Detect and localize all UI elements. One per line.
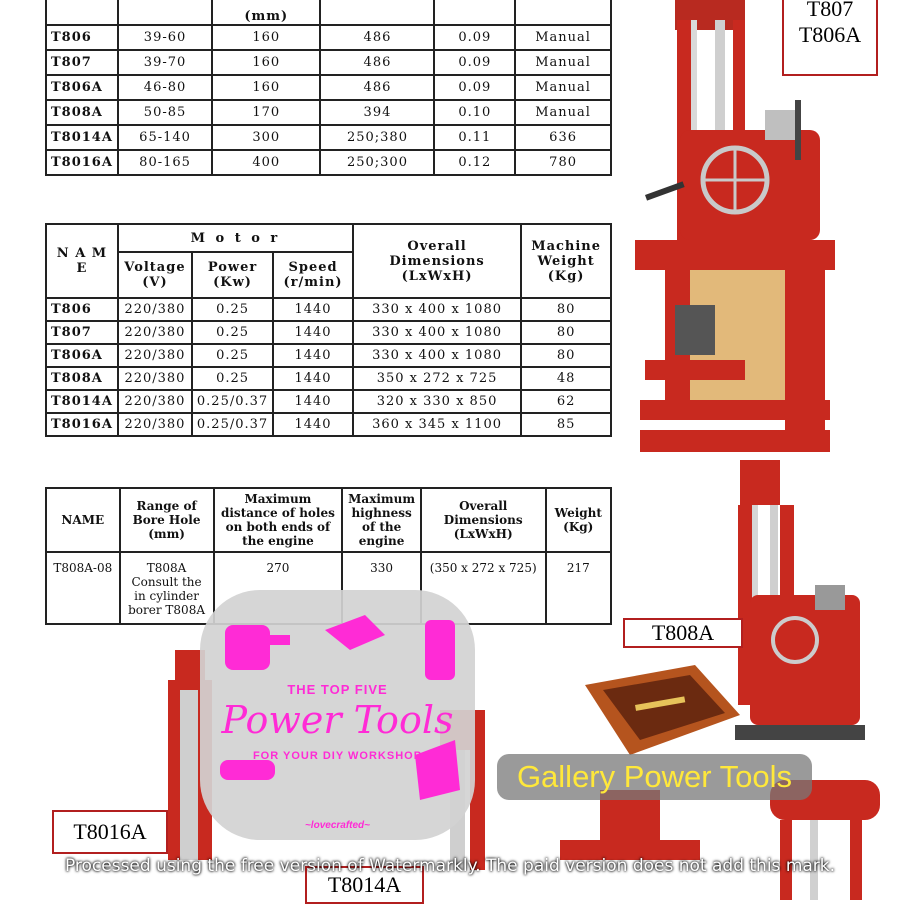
model-label-t808a: T808A [623, 618, 743, 648]
cell-feed: 0.12 [434, 150, 515, 175]
t3-head-range: Range of Bore Hole (mm) [120, 488, 214, 552]
cell-weight: Manual [515, 100, 611, 125]
cell-bore: 46-80 [118, 75, 212, 100]
cell-name: T806 [46, 298, 118, 321]
cell-distance: 270 [214, 552, 343, 624]
label-t806a: T806A [798, 22, 862, 47]
cell-depth: 300 [212, 125, 320, 150]
cell-speed: 1440 [273, 367, 353, 390]
cell-weight: 636 [515, 125, 611, 150]
cell-depth: 160 [212, 50, 320, 75]
cell-voltage: 220/380 [118, 298, 192, 321]
cell-feed: 0.09 [434, 75, 515, 100]
cell-bore: 39-60 [118, 25, 212, 50]
table-row [46, 50, 611, 75]
cell-name: T808A-08 [46, 552, 120, 624]
cell-dims: 330 x 400 x 1080 [353, 321, 521, 344]
logo-line3: FOR YOUR DIY WORKSHOP [252, 750, 423, 762]
model-label-t8014a: T8014A [305, 866, 424, 904]
cell-power: 0.25 [192, 367, 273, 390]
spec-table-2 [45, 223, 612, 437]
table-row [46, 321, 611, 344]
cell-speed: 1440 [273, 413, 353, 436]
cell-power: 0.25/0.37 [192, 413, 273, 436]
cell-speed: 250;300 [320, 150, 434, 175]
cell-name: T8014A [46, 125, 118, 150]
t2-speed-header: Speed (r/min) [273, 252, 353, 298]
cell-depth: 160 [212, 75, 320, 100]
cell-name: T806A [46, 75, 118, 100]
cell-name: T8016A [46, 413, 118, 436]
model-label-t8016a: T8016A [52, 810, 168, 854]
t2-weight-header: Machine Weight (Kg) [521, 224, 611, 298]
machine-t808a-illustration [735, 455, 900, 745]
cell-power: 0.25 [192, 298, 273, 321]
table-row [46, 75, 611, 100]
t1-head-6 [515, 0, 611, 25]
cell-weight: 85 [521, 413, 611, 436]
watermark-text: Processed using the free version of Watermarkly. The paid version does not add this mark. [64, 856, 836, 876]
cell-name: T808A [46, 367, 118, 390]
cell-name: T8016A [46, 150, 118, 175]
table-row [46, 125, 611, 150]
cell-weight: Manual [515, 25, 611, 50]
logo-signature: ~lovecrafted~ [304, 820, 371, 831]
t1-head-1 [46, 0, 118, 25]
cell-feed: 0.09 [434, 25, 515, 50]
cell-depth: 400 [212, 150, 320, 175]
cell-voltage: 220/380 [118, 390, 192, 413]
cell-name: T807 [46, 50, 118, 75]
cell-bore: 80-165 [118, 150, 212, 175]
cell-name: T808A [46, 100, 118, 125]
t3-head-name: NAME [46, 488, 120, 552]
cell-voltage: 220/380 [118, 413, 192, 436]
cell-dims: 360 x 345 x 1100 [353, 413, 521, 436]
t1-head-5 [434, 0, 515, 25]
cell-weight: 80 [521, 344, 611, 367]
cell-voltage: 220/380 [118, 367, 192, 390]
cell-bore: 50-85 [118, 100, 212, 125]
cell-dims: 320 x 330 x 850 [353, 390, 521, 413]
table-row [46, 390, 611, 413]
cell-dims: (350 x 272 x 725) [421, 552, 546, 624]
t1-head-4 [320, 0, 434, 25]
cell-speed: 1440 [273, 390, 353, 413]
cell-speed: 486 [320, 50, 434, 75]
t3-head-highness: Maximum highness of the engine [342, 488, 421, 552]
cell-feed: 0.10 [434, 100, 515, 125]
cell-depth: 160 [212, 25, 320, 50]
cell-power: 0.25 [192, 344, 273, 367]
cell-name: T806 [46, 25, 118, 50]
cell-speed: 394 [320, 100, 434, 125]
t2-dims-header: Overall Dimensions (LxWxH) [353, 224, 521, 298]
cell-speed: 486 [320, 75, 434, 100]
cell-speed: 250;380 [320, 125, 434, 150]
spec-table-1 [45, 0, 612, 176]
cell-weight: 80 [521, 298, 611, 321]
t2-voltage-header: Voltage (V) [118, 252, 192, 298]
t1-head-3: (mm) [212, 0, 320, 25]
table-row [46, 298, 611, 321]
table-row [46, 150, 611, 175]
cell-speed: 1440 [273, 298, 353, 321]
label-t807: T807 [806, 0, 854, 21]
table-row [46, 25, 611, 50]
t1-head-2 [118, 0, 212, 25]
table-row [46, 367, 611, 390]
cell-bore: 65-140 [118, 125, 212, 150]
cell-weight: 48 [521, 367, 611, 390]
cell-speed: 1440 [273, 344, 353, 367]
t2-power-header: Power (Kw) [192, 252, 273, 298]
cell-dims: 330 x 400 x 1080 [353, 344, 521, 367]
cell-power: 0.25/0.37 [192, 390, 273, 413]
cell-weight: Manual [515, 50, 611, 75]
logo-line1: THE TOP FIVE [287, 682, 388, 697]
cell-feed: 0.11 [434, 125, 515, 150]
table-row [46, 344, 611, 367]
cell-bore: 39-70 [118, 50, 212, 75]
t3-head-dims: Overall Dimensions (LxWxH) [421, 488, 546, 552]
cell-speed: 1440 [273, 321, 353, 344]
cell-highness: 330 [342, 552, 421, 624]
logo-line2: Power Tools [221, 698, 454, 742]
model-label-t807-t806a [782, 0, 878, 76]
cell-voltage: 220/380 [118, 321, 192, 344]
cell-name: T806A [46, 344, 118, 367]
t3-head-distance: Maximum distance of holes on both ends of the engine [214, 488, 343, 552]
cell-dims: 350 x 272 x 725 [353, 367, 521, 390]
toolbox-illustration [585, 665, 740, 760]
t3-head-weight: Weight (Kg) [546, 488, 611, 552]
cell-speed: 486 [320, 25, 434, 50]
cell-voltage: 220/380 [118, 344, 192, 367]
cell-weight: 780 [515, 150, 611, 175]
cell-feed: 0.09 [434, 50, 515, 75]
t2-motor-header: M o t o r [118, 224, 353, 252]
cell-name: T807 [46, 321, 118, 344]
cell-weight: Manual [515, 75, 611, 100]
cell-weight: 80 [521, 321, 611, 344]
cell-name: T8014A [46, 390, 118, 413]
cell-dims: 330 x 400 x 1080 [353, 298, 521, 321]
gallery-power-tools-badge: Gallery Power Tools [497, 754, 812, 800]
power-tools-logo-overlay [200, 590, 475, 840]
cell-range: T808A Consult the in cylinder borer T808A [120, 552, 214, 624]
table-row [46, 100, 611, 125]
t2-name-header: N A M E [46, 224, 118, 298]
cell-power: 0.25 [192, 321, 273, 344]
cell-depth: 170 [212, 100, 320, 125]
cell-weight: 217 [546, 552, 611, 624]
table-row [46, 413, 611, 436]
cell-weight: 62 [521, 390, 611, 413]
